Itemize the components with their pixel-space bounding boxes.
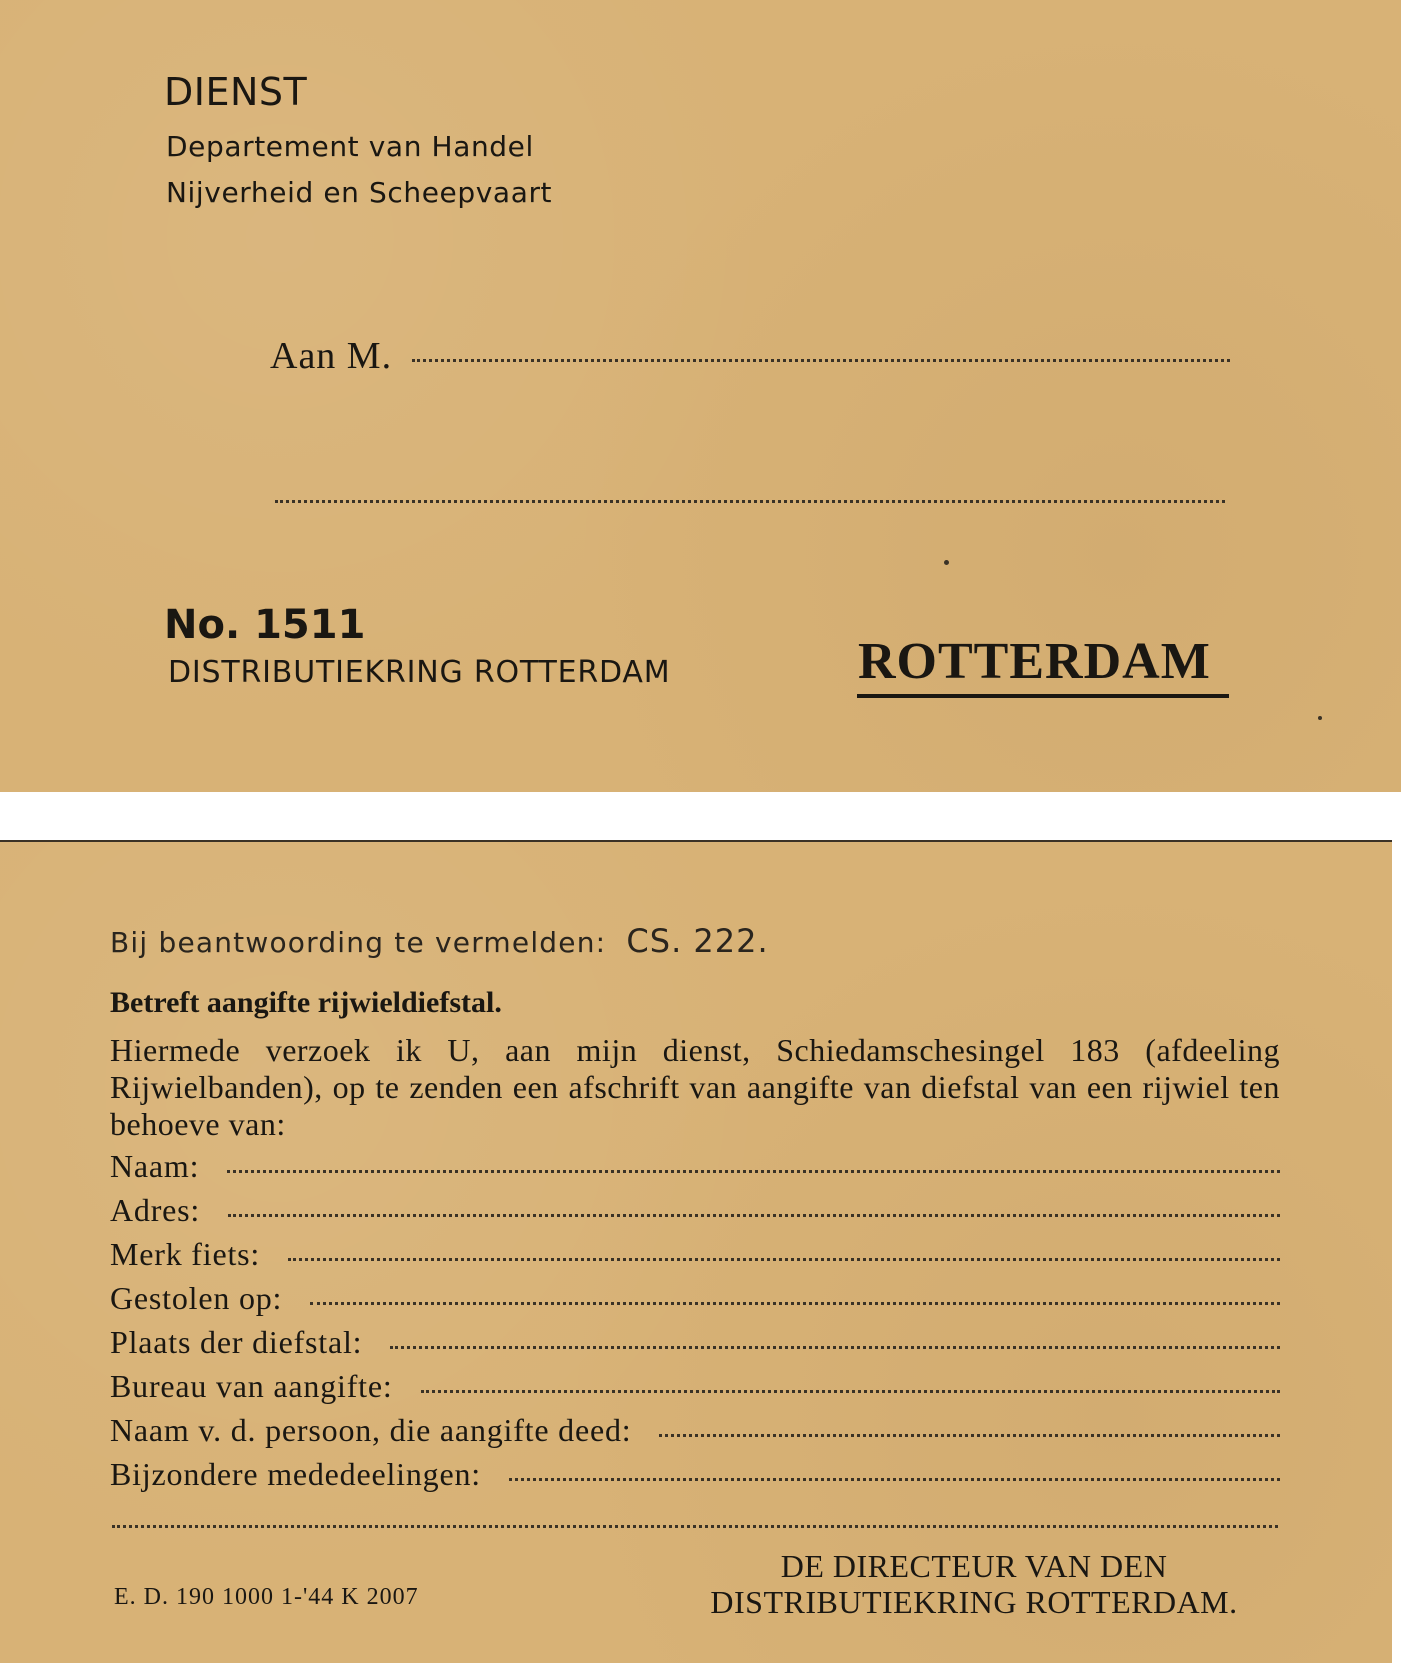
field-bijzondere-mededeelingen [110, 1456, 1280, 1500]
addressee-row [270, 334, 1230, 378]
field-label: Naam: [110, 1148, 200, 1184]
field-dotted-line [228, 1214, 1280, 1217]
service-heading: DIENST [164, 70, 308, 114]
field-plaats-diefstal [110, 1324, 1280, 1368]
addressee-label: Aan M. [270, 335, 393, 377]
field-label: Naam v. d. persoon, die aangifte deed: [110, 1412, 632, 1448]
field-merk-fiets [110, 1236, 1280, 1280]
print-code: E. D. 190 1000 1-'44 K 2007 [114, 1584, 419, 1610]
field-dotted-line [390, 1346, 1280, 1349]
paper-speck [944, 560, 949, 565]
address-dotted-line [275, 500, 1225, 503]
department-line-1: Departement van Handel [166, 130, 534, 163]
signature-block [664, 1548, 1284, 1620]
field-dotted-line [288, 1258, 1280, 1261]
field-naam-persoon [110, 1412, 1280, 1456]
field-bureau-aangifte [110, 1368, 1280, 1412]
field-label: Plaats der diefstal: [110, 1324, 363, 1360]
field-gestolen-op [110, 1280, 1280, 1324]
field-dotted-line [509, 1478, 1280, 1481]
card-front [0, 0, 1401, 792]
subject-line: Betreft aangifte rijwieldiefstal. [110, 986, 502, 1019]
form-fields [110, 1148, 1280, 1500]
signature-line-1: DE DIRECTEUR VAN DEN [780, 1548, 1168, 1584]
city-name: ROTTERDAM [858, 633, 1211, 690]
field-dotted-line [227, 1170, 1280, 1173]
field-dotted-line [659, 1434, 1280, 1437]
card-number: No. 1511 [164, 602, 366, 648]
reference-label: Bij beantwoording te vermelden: [110, 926, 607, 959]
field-adres [110, 1192, 1280, 1236]
department-name [166, 124, 552, 216]
reference-code: CS. 222. [626, 922, 769, 960]
field-dotted-line [310, 1302, 1280, 1305]
field-label: Gestolen op: [110, 1280, 283, 1316]
field-naam [110, 1148, 1280, 1192]
signature-line-2: DISTRIBUTIEKRING ROTTERDAM. [710, 1584, 1238, 1620]
field-label: Bureau van aangifte: [110, 1368, 393, 1404]
extra-dotted-line [112, 1525, 1278, 1528]
city-underline [857, 694, 1229, 698]
addressee-dotted-line [412, 359, 1230, 362]
department-line-2: Nijverheid en Scheepvaart [166, 176, 553, 209]
field-dotted-line [421, 1390, 1280, 1393]
distribution-circle: DISTRIBUTIEKRING ROTTERDAM [168, 655, 671, 690]
request-paragraph: Hiermede verzoek ik U, aan mijn dienst, Schiedamschesingel 183 (afdeeling Rijwielbanden), op te zenden een afschrift van aangifte van diefstal van een rijwiel ten behoeve van: [110, 1032, 1280, 1142]
field-label: Bijzondere mededeelingen: [110, 1456, 481, 1492]
paper-speck [1318, 716, 1322, 720]
field-label: Merk fiets: [110, 1236, 261, 1272]
field-label: Adres: [110, 1192, 201, 1228]
reference-line [110, 922, 769, 960]
